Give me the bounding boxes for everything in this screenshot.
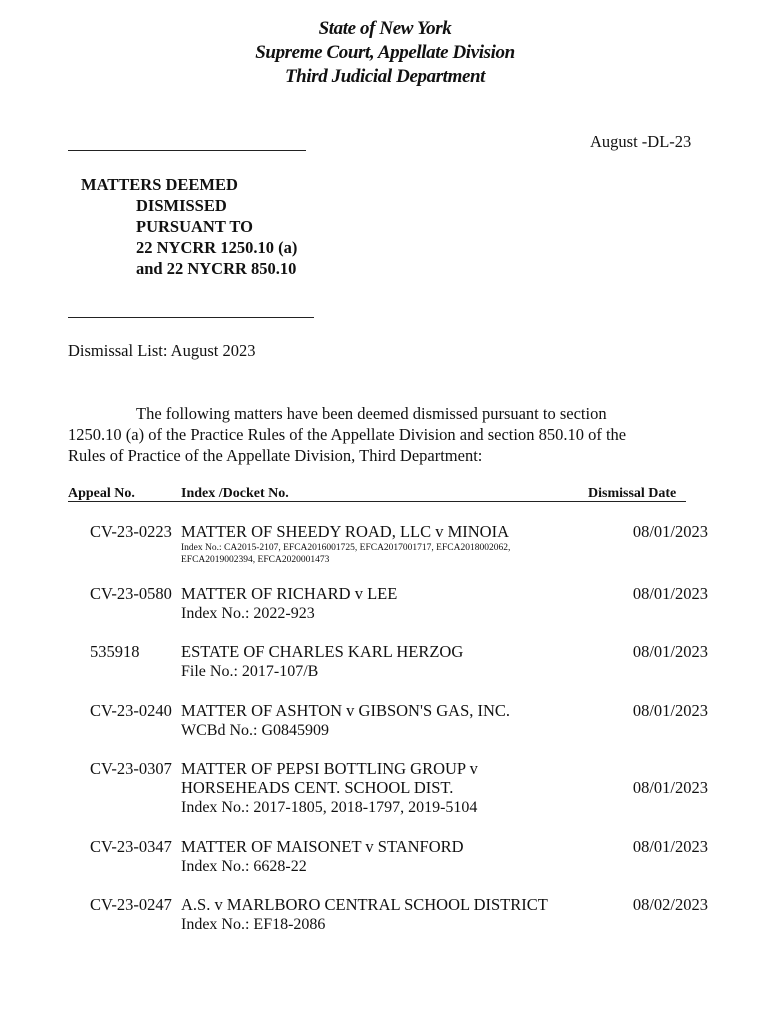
dismissal-date: 08/02/2023 <box>632 895 708 914</box>
matter-title: A.S. v MARLBORO CENTRAL SCHOOL DISTRICT <box>181 895 548 914</box>
intro-line-3: Rules of Practice of the Appellate Division, Third Department: <box>68 446 483 465</box>
court-name-line-3: Third Judicial Department <box>284 66 486 87</box>
table-header-rule <box>68 501 686 502</box>
index-number: Index No.: 2017-1805, 2018-1797, 2019-5104 <box>181 799 478 816</box>
dismissal-date: 08/01/2023 <box>632 522 708 541</box>
index-number: Index No.: EF18-2086 <box>181 916 326 933</box>
matter-title: ESTATE OF CHARLES KARL HERZOG <box>181 642 464 661</box>
list-title: Dismissal List: August 2023 <box>68 341 256 360</box>
appeal-number: CV-23-0307 <box>90 759 172 778</box>
intro-line-2: 1250.10 (a) of the Practice Rules of the Appellate Division and section 850.10 of the <box>68 425 627 444</box>
caption-line-4: 22 NYCRR 1250.10 (a) <box>136 238 298 257</box>
document-code: August -DL-23 <box>590 132 692 151</box>
intro-line-1: The following matters have been deemed dismissed pursuant to section <box>136 404 607 423</box>
matter-title-continued: HORSEHEADS CENT. SCHOOL DIST. <box>181 778 454 797</box>
appeal-number: 535918 <box>90 642 140 661</box>
index-number: Index No.: 2022-923 <box>181 605 315 622</box>
matter-title: MATTER OF RICHARD v LEE <box>181 584 398 603</box>
dismissal-date: 08/01/2023 <box>632 778 708 797</box>
index-number: Index No.: CA2015-2107, EFCA2016001725, EFCA2017001717, EFCA2018002062, <box>181 543 511 553</box>
dismissal-date: 08/01/2023 <box>632 837 708 856</box>
dismissal-date: 08/01/2023 <box>632 584 708 603</box>
index-number: Index No.: 6628-22 <box>181 858 307 875</box>
caption-line-3: PURSUANT TO <box>136 217 253 236</box>
appeal-number: CV-23-0580 <box>90 584 172 603</box>
appeal-number: CV-23-0223 <box>90 522 172 541</box>
court-name-line-2: Supreme Court, Appellate Division <box>255 42 515 63</box>
wcbd-number: WCBd No.: G0845909 <box>181 722 329 739</box>
column-header-date: Dismissal Date <box>588 486 677 501</box>
column-header-index: Index /Docket No. <box>181 486 289 501</box>
dismissal-date: 08/01/2023 <box>632 701 708 720</box>
matter-title: MATTER OF PEPSI BOTTLING GROUP v <box>181 759 478 778</box>
matter-title: MATTER OF MAISONET v STANFORD <box>181 837 464 856</box>
matter-title: MATTER OF ASHTON v GIBSON'S GAS, INC. <box>181 701 511 720</box>
appeal-number: CV-23-0240 <box>90 701 172 720</box>
caption-line-1: MATTERS DEEMED <box>81 175 238 194</box>
caption-top-rule <box>68 150 306 151</box>
court-name-line-1: State of New York <box>318 18 452 39</box>
caption-bottom-rule <box>68 317 314 318</box>
appeal-number: CV-23-0347 <box>90 837 172 856</box>
caption-line-2: DISMISSED <box>136 196 227 215</box>
matter-title: MATTER OF SHEEDY ROAD, LLC v MINOIA <box>181 522 510 541</box>
index-number-continued: EFCA2019002394, EFCA2020001473 <box>181 555 330 565</box>
appeal-number: CV-23-0247 <box>90 895 172 914</box>
dismissal-date: 08/01/2023 <box>632 642 708 661</box>
column-header-appeal: Appeal No. <box>68 486 135 501</box>
caption-line-5: and 22 NYCRR 850.10 <box>136 259 297 278</box>
file-number: File No.: 2017-107/B <box>181 663 319 680</box>
